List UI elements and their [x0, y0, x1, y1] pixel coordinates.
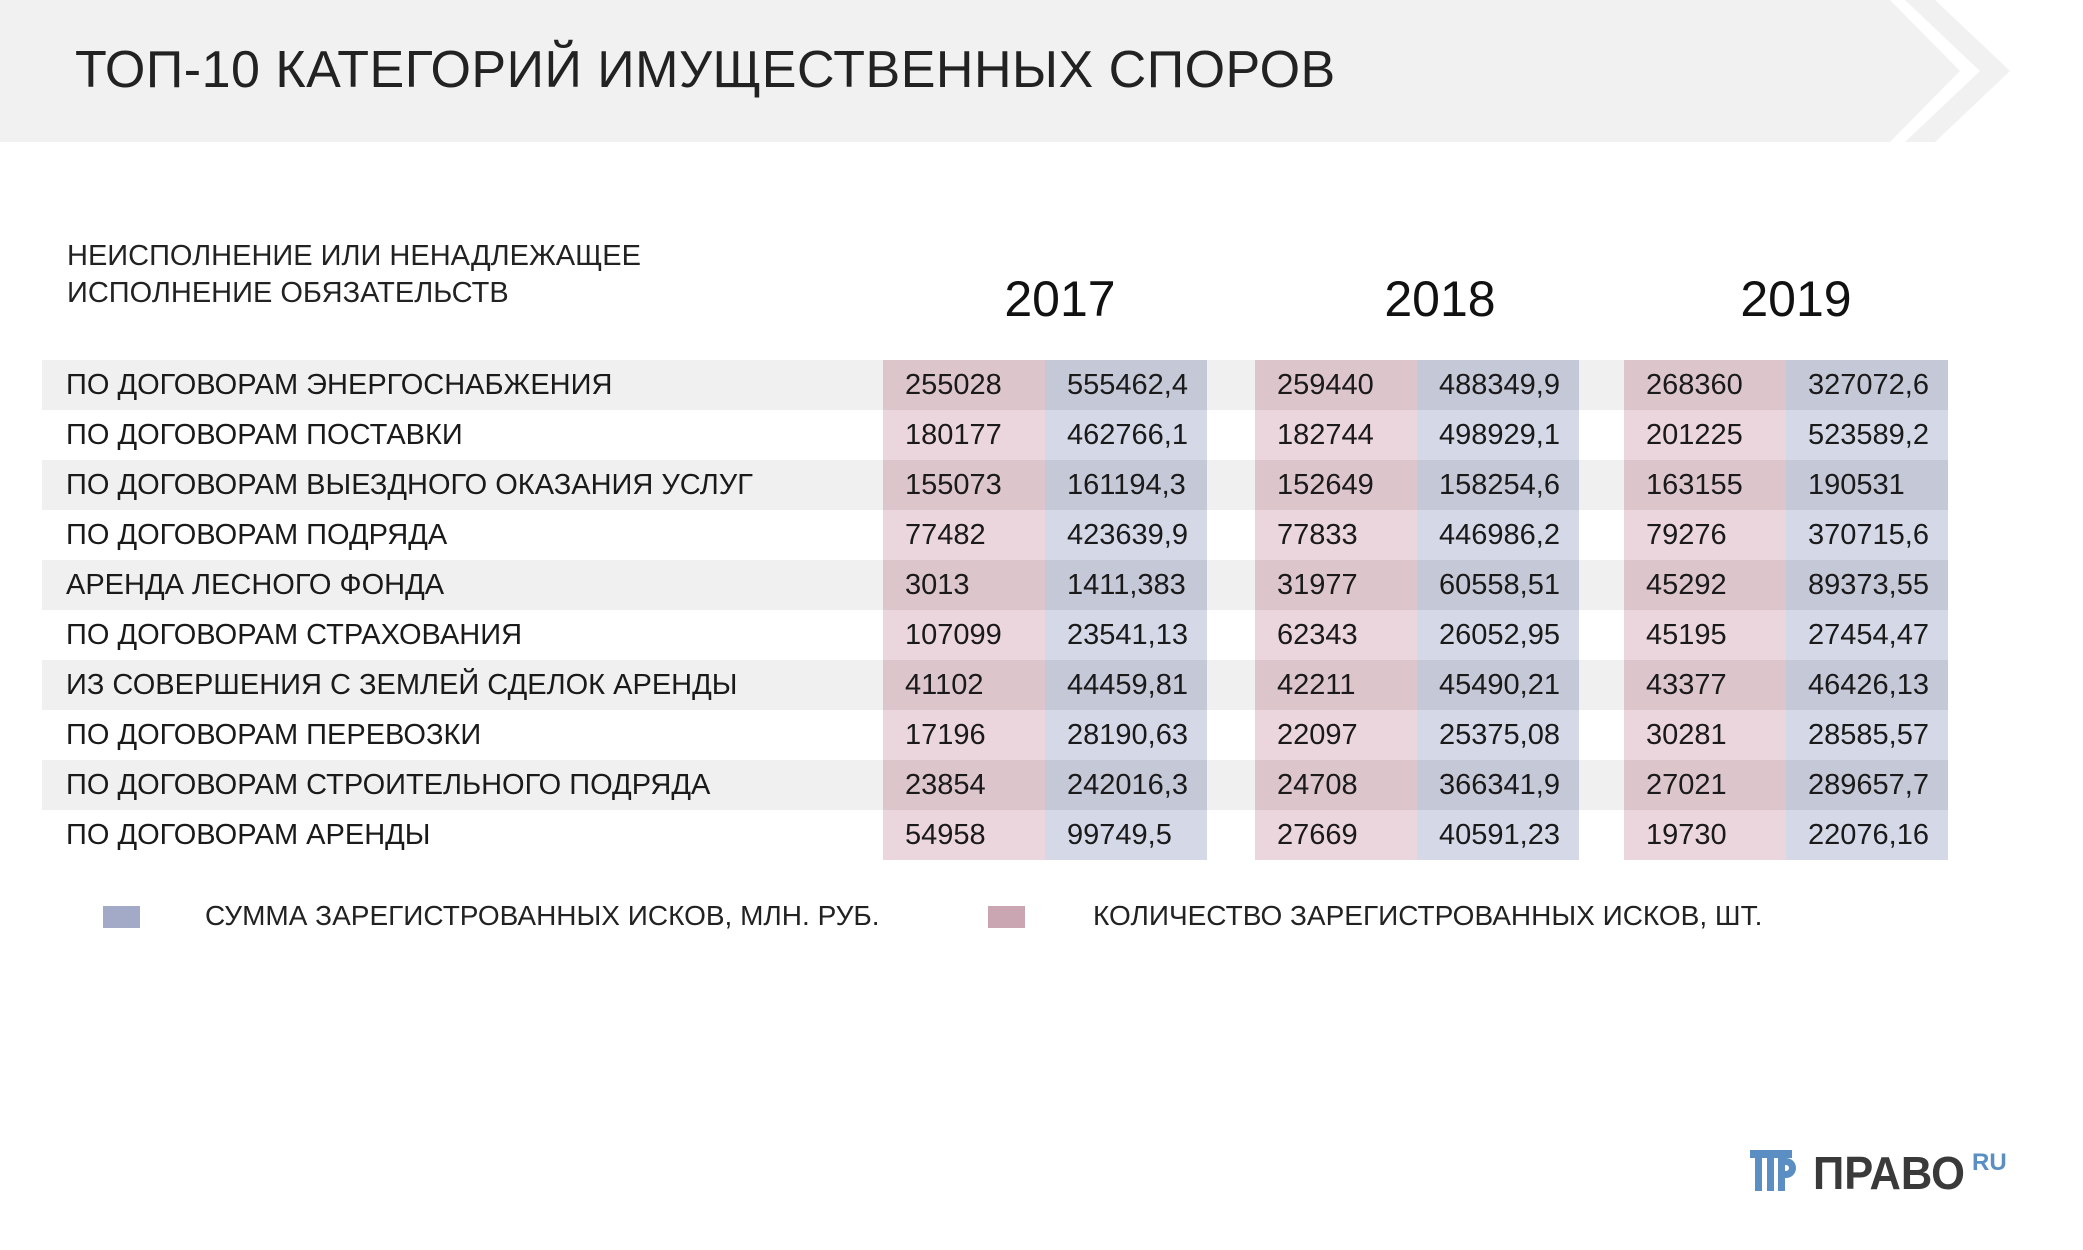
- cell-count-2018: 62343: [1255, 610, 1417, 660]
- cell-count-2017: 255028: [883, 360, 1045, 410]
- cell-sum-2017: 423639,9: [1045, 510, 1207, 560]
- year-header-2019: 2019: [1740, 271, 1852, 327]
- cell-sum-2019: 22076,16: [1786, 810, 1948, 860]
- row-label: ПО ДОГОВОРАМ ПОСТАВКИ: [66, 419, 463, 451]
- cell-count-2017: 54958: [883, 810, 1045, 860]
- cell-count-2017: 155073: [883, 460, 1045, 510]
- row-label: ПО ДОГОВОРАМ ПОДРЯДА: [66, 519, 448, 551]
- cell-count-2017: 41102: [883, 660, 1045, 710]
- cell-count-2017: 77482: [883, 510, 1045, 560]
- cell-sum-2019: 190531: [1786, 460, 1948, 510]
- cell-count-2018: 182744: [1255, 410, 1417, 460]
- legend-count-label: КОЛИЧЕСТВО ЗАРЕГИСТРОВАННЫХ ИСКОВ, ШТ.: [1093, 900, 1763, 931]
- cell-sum-2019: 327072,6: [1786, 360, 1948, 410]
- group-title: НЕИСПОЛНЕНИЕ ИЛИ НЕНАДЛЕЖАЩЕЕ ИСПОЛНЕНИЕ ОБЯЗАТЕЛЬСТВ: [67, 240, 641, 309]
- cell-count-2019: 201225: [1624, 410, 1786, 460]
- year-header-2017: 2017: [1004, 271, 1116, 327]
- cell-sum-2018: 366341,9: [1417, 760, 1579, 810]
- cell-count-2018: 24708: [1255, 760, 1417, 810]
- pravo-ru-logo: [1750, 1140, 2020, 1200]
- cell-count-2018: 77833: [1255, 510, 1417, 560]
- year-header-2018: 2018: [1384, 271, 1496, 327]
- row-label: ПО ДОГОВОРАМ ПЕРЕВОЗКИ: [66, 719, 482, 751]
- cell-sum-2018: 25375,08: [1417, 710, 1579, 760]
- legend-count-swatch: [988, 906, 1025, 928]
- cell-count-2019: 79276: [1624, 510, 1786, 560]
- cell-count-2019: 45195: [1624, 610, 1786, 660]
- cell-count-2018: 22097: [1255, 710, 1417, 760]
- cell-count-2018: 31977: [1255, 560, 1417, 610]
- row-label: ПО ДОГОВОРАМ ВЫЕЗДНОГО ОКАЗАНИЯ УСЛУГ: [66, 469, 753, 501]
- cell-count-2017: 180177: [883, 410, 1045, 460]
- cell-sum-2018: 26052,95: [1417, 610, 1579, 660]
- cell-sum-2017: 28190,63: [1045, 710, 1207, 760]
- cell-count-2018: 259440: [1255, 360, 1417, 410]
- cell-count-2019: 43377: [1624, 660, 1786, 710]
- cell-sum-2018: 498929,1: [1417, 410, 1579, 460]
- cell-sum-2019: 523589,2: [1786, 410, 1948, 460]
- cell-sum-2017: 555462,4: [1045, 360, 1207, 410]
- cell-count-2019: 30281: [1624, 710, 1786, 760]
- row-label: ПО ДОГОВОРАМ СТРАХОВАНИЯ: [66, 619, 523, 651]
- cell-count-2019: 45292: [1624, 560, 1786, 610]
- row-label: ИЗ СОВЕРШЕНИЯ С ЗЕМЛЕЙ СДЕЛОК АРЕНДЫ: [66, 669, 738, 701]
- cell-sum-2019: 370715,6: [1786, 510, 1948, 560]
- cell-sum-2019: 28585,57: [1786, 710, 1948, 760]
- legend-sum-label: СУММА ЗАРЕГИСТРОВАННЫХ ИСКОВ, МЛН. РУБ.: [205, 900, 880, 931]
- cell-sum-2019: 27454,47: [1786, 610, 1948, 660]
- cell-count-2017: 3013: [883, 560, 1045, 610]
- cell-sum-2018: 60558,51: [1417, 560, 1579, 610]
- cell-sum-2017: 44459,81: [1045, 660, 1207, 710]
- row-label: ПО ДОГОВОРАМ ЭНЕРГОСНАБЖЕНИЯ: [66, 369, 613, 401]
- row-label: АРЕНДА ЛЕСНОГО ФОНДА: [66, 569, 445, 601]
- cell-sum-2018: 488349,9: [1417, 360, 1579, 410]
- cell-sum-2018: 40591,23: [1417, 810, 1579, 860]
- cell-sum-2018: 446986,2: [1417, 510, 1579, 560]
- cell-count-2018: 27669: [1255, 810, 1417, 860]
- page-title: ТОП-10 КАТЕГОРИЙ ИМУЩЕСТВЕННЫХ СПОРОВ: [75, 41, 1336, 99]
- cell-count-2019: 268360: [1624, 360, 1786, 410]
- cell-count-2017: 23854: [883, 760, 1045, 810]
- row-label: ПО ДОГОВОРАМ СТРОИТЕЛЬНОГО ПОДРЯДА: [66, 769, 711, 801]
- row-label: ПО ДОГОВОРАМ АРЕНДЫ: [66, 819, 431, 851]
- cell-count-2019: 19730: [1624, 810, 1786, 860]
- legend-sum-swatch: [103, 906, 140, 928]
- cell-count-2019: 163155: [1624, 460, 1786, 510]
- cell-sum-2019: 89373,55: [1786, 560, 1948, 610]
- cell-sum-2019: 289657,7: [1786, 760, 1948, 810]
- logo-suffix: RU: [1972, 1149, 2007, 1176]
- logo-mark-icon: [1750, 1150, 1796, 1191]
- cell-sum-2017: 1411,383: [1045, 560, 1207, 610]
- cell-count-2018: 152649: [1255, 460, 1417, 510]
- cell-sum-2017: 242016,3: [1045, 760, 1207, 810]
- cell-sum-2019: 46426,13: [1786, 660, 1948, 710]
- cell-sum-2018: 45490,21: [1417, 660, 1579, 710]
- cell-count-2019: 27021: [1624, 760, 1786, 810]
- cell-count-2018: 42211: [1255, 660, 1417, 710]
- cell-sum-2017: 99749,5: [1045, 810, 1207, 860]
- cell-count-2017: 17196: [883, 710, 1045, 760]
- cell-sum-2017: 23541,13: [1045, 610, 1207, 660]
- logo-text: ПРАВО: [1813, 1147, 1965, 1199]
- cell-sum-2018: 158254,6: [1417, 460, 1579, 510]
- cell-count-2017: 107099: [883, 610, 1045, 660]
- cell-sum-2017: 161194,3: [1045, 460, 1207, 510]
- cell-sum-2017: 462766,1: [1045, 410, 1207, 460]
